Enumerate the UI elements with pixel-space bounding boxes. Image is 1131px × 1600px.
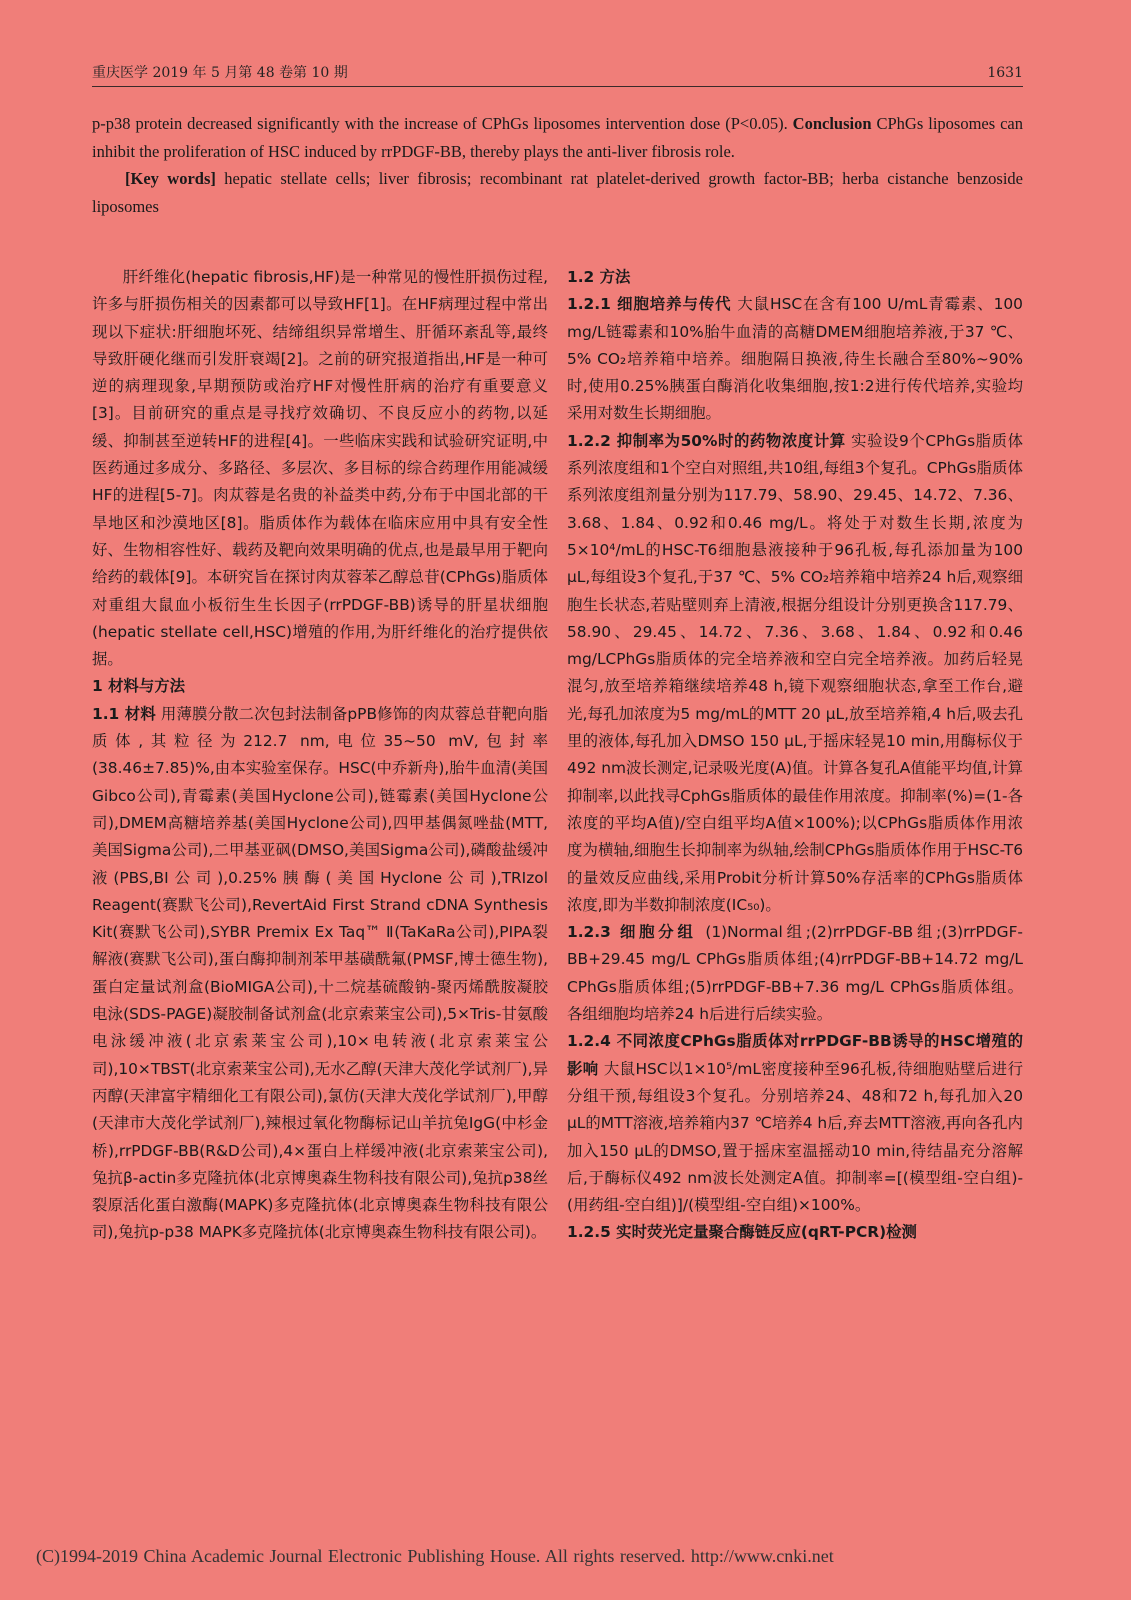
subsection-title: 1.1 材料	[92, 704, 156, 723]
method-122	[567, 428, 1023, 919]
header-rule	[92, 86, 1023, 87]
method-122-text: 实验设9个CPhGs脂质体系列浓度组和1个空白对照组,共10组,每组3个复孔。CPhGs脂质体系列浓度组剂量分别为117.79、58.90、29.45、14.72、7.36、3.68、1.84、0.92和0.46 mg/L。将处于对数生长期,浓度为5×10⁴/mL的HSC-T6细胞悬液接种于96孔板,每孔添加量为100 μL,每组设3个复孔,于37 ℃、5% CO₂培养箱中培养24 h后,观察细胞生长状态,若贴壁则弃上清液,根据分组设计分别更换含117.79、58.90、29.45、14.72、7.36、3.68、1.84、0.92和0.46 mg/LCPhGs脂质体的完全培养液和空白完全培养液。加药后轻晃混匀,放至培养箱继续培养48 h,镜下观察细胞状态,拿至工作台,避光,每孔加浓度为5 mg/mL的MTT 20 μL,放至培养箱,4 h后,吸去孔里的液体,每孔加入DMSO 150 μL,于摇床轻晃10 min,用酶标仪于492 nm波长测定,记录吸光度(A)值。计算各复孔A值能平均值,计算抑制率,以此找寻CphGs脂质体的最佳作用浓度。抑制率(%)=(1-各浓度的平均A值)/空白组平均A值×100%);以CPhGs脂质体作用浓度为横轴,细胞生长抑制率为纵轴,绘制CPhGs脂质体作用于HSC-T6的量效反应曲线,采用Probit分析计算50%存活率的CPhGs脂质体浓度,即为半数抑制浓度(IC₅₀)。	[567, 431, 1023, 914]
journal-issue: 重庆医学 2019 年 5 月第 48 卷第 10 期	[92, 65, 348, 81]
method-125-title: 1.2.5 实时荧光定量聚合酶链反应(qRT-PCR)检测	[567, 1223, 917, 1242]
method-121-text: 大鼠HSC在含有100 U/mL青霉素、100 mg/L链霉素和10%胎牛血清的高糖DMEM细胞培养液,于37 ℃、5% CO₂培养箱中培养。细胞隔日换液,待生长融合至80%~90%时,使用0.25%胰蛋白酶消化收集细胞,按1:2进行传代培养,实验均采用对数生长期细胞。	[567, 295, 1023, 423]
conclusion-label: Conclusion	[792, 114, 872, 133]
running-header	[92, 62, 1023, 82]
subsection-heading: 1.2 方法	[567, 268, 631, 286]
section-heading: 1 材料与方法	[92, 677, 186, 696]
method-121-title: 1.2.1 细胞培养与传代	[567, 295, 732, 314]
introduction-paragraph: 肝纤维化(hepatic fibrosis,HF)是一种常见的慢性肝损伤过程,许多与肝损伤相关的因素都可以导致HF[1]。在HF病理过程中常出现以下症状:肝细胞坏死、结缔组织异常增生、肝循环紊乱等,最终导致肝硬化继而引发肝衰竭[2]。之前的研究报道指出,HF是一种可逆的病理现象,早期预防或治疗HF对慢性肝病的治疗有重要意义[3]。目前研究的重点是寻找疗效确切、不良反应小的药物,以延缓、抑制甚至逆转HF的进程[4]。一些临床实践和试验研究证明,中医药通过多成分、多路径、多层次、多目标的综合药理作用能减缓HF的进程[5-7]。肉苁蓉是名贵的补益类中药,分布于中国北部的干旱地区和沙漠地区[8]。脂质体作为载体在临床应用中具有安全性好、生物相容性好、载药及靶向效果明确的优点,也是最早用于靶向给药的载体[9]。本研究旨在探讨肉苁蓉苯乙醇总苷(CPhGs)脂质体对重组大鼠血小板衍生生长因子(rrPDGF-BB)诱导的肝星状细胞(hepatic stellate cell,HSC)增殖的作用,为肝纤维化的治疗提供依据。	[92, 268, 548, 669]
method-125	[567, 1219, 1023, 1246]
abstract-body	[92, 110, 1023, 165]
method-124-text: 大鼠HSC以1×10⁵/mL密度接种至96孔板,待细胞贴壁后进行分组干预,每组设3个复孔。分别培养24、48和72 h,每孔加入20 μL的MTT溶液,培养箱内37 ℃培养4 h后,弃去MTT溶液,再向各孔内加入150 μL的DMSO,置于摇床室温摇动10 min,待结晶充分溶解后,于酶标仪492 nm波长处测定A值。抑制率=[(模型组-空白组)-(用药组-空白组)]/(模型组-空白组)×100%。	[567, 1059, 1023, 1215]
method-124-title: 1.2.4 不同浓度CPhGs脂质体对rrPDGF-BB诱导的HSC增殖的影响	[567, 1032, 1023, 1078]
english-abstract	[92, 110, 1023, 220]
results-tail: p-p38 protein decreased significantly with the increase of CPhGs liposomes intervention dose (P<0.05).	[92, 114, 788, 133]
method-123-text: (1)Normal组;(2)rrPDGF-BB组;(3)rrPDGF-BB+29.45 mg/L CPhGs脂质体组;(4)rrPDGF-BB+14.72 mg/L CPhGs脂质体组;(5)rrPDGF-BB+7.36 mg/L CPhGs脂质体组。各组细胞均培养24 h后进行后续实验。	[567, 923, 1023, 1024]
keywords	[92, 165, 1023, 220]
materials-paragraph	[92, 701, 548, 1247]
materials-text: 用薄膜分散二次包封法制备pPB修饰的肉苁蓉总苷靶向脂质体,其粒径为212.7 nm,电位35~50 mV,包封率(38.46±7.85)%,由本实验室保存。HSC(中乔新舟),胎牛血清(美国Gibco公司),青霉素(美国Hyclone公司),链霉素(美国Hyclone公司),DMEM高糖培养基(美国Hyclone公司),四甲基偶氮唑盐(MTT,美国Sigma公司),二甲基亚砜(DMSO,美国Sigma公司),磷酸盐缓冲液(PBS,BI公司),0.25%胰酶(美国Hyclone公司),TRIzol Reagent(赛默飞公司),RevertAid First Strand cDNA Synthesis Kit(赛默飞公司),SYBR Premix Ex Taq™ Ⅱ(TaKaRa公司),PIPA裂解液(赛默飞公司),蛋白酶抑制剂苯甲基磺酰氟(PMSF,博士德生物),蛋白定量试剂盒(BioMIGA公司),十二烷基硫酸钠-聚丙烯酰胺凝胶电泳(SDS-PAGE)凝胶制备试剂盒(北京索莱宝公司),5×Tris-甘氨酸电泳缓冲液(北京索莱宝公司),10×电转液(北京索莱宝公司),10×TBST(北京索莱宝公司),无水乙醇(天津大茂化学试剂厂),异丙醇(天津富宇精细化工有限公司),氯仿(天津大茂化学试剂厂),甲醇(天津市大茂化学试剂厂),辣根过氧化物酶标记山羊抗兔IgG(中杉金桥),rrPDGF-BB(R&D公司),4×蛋白上样缓冲液(北京索莱宝公司),兔抗β-actin多克隆抗体(北京博奥森生物科技有限公司),兔抗p38丝裂原活化蛋白激酶(MAPK)多克隆抗体(北京博奥森生物科技有限公司),兔抗p-p38 MAPK多克隆抗体(北京博奥森生物科技有限公司)。	[92, 704, 548, 1242]
conclusion-text: CPhGs liposomes can inhibit the proliferation of HSC induced by rrPDGF-BB, thereby plays the anti-liver fibrosis role.	[92, 114, 1024, 161]
method-122-title: 1.2.2 抑制率为50%时的药物浓度计算	[567, 431, 846, 450]
method-123-title: 1.2.3 细胞分组	[567, 923, 697, 942]
copyright-footer: (C)1994-2019 China Academic Journal Electronic Publishing House. All rights reserved. http://www.cnki.net	[36, 1546, 834, 1566]
method-121	[567, 291, 1023, 427]
method-124	[567, 1028, 1023, 1219]
left-column	[92, 264, 548, 1247]
method-123	[567, 919, 1023, 1028]
page-number: 1631	[987, 65, 1023, 81]
right-column	[567, 264, 1023, 1247]
keywords-label: [Key words]	[125, 169, 216, 188]
keywords-text: hepatic stellate cells; liver fibrosis; recombinant rat platelet-derived growth factor-BB; herba cistanche benzoside liposomes	[92, 169, 1024, 216]
body-columns	[92, 264, 1023, 1247]
